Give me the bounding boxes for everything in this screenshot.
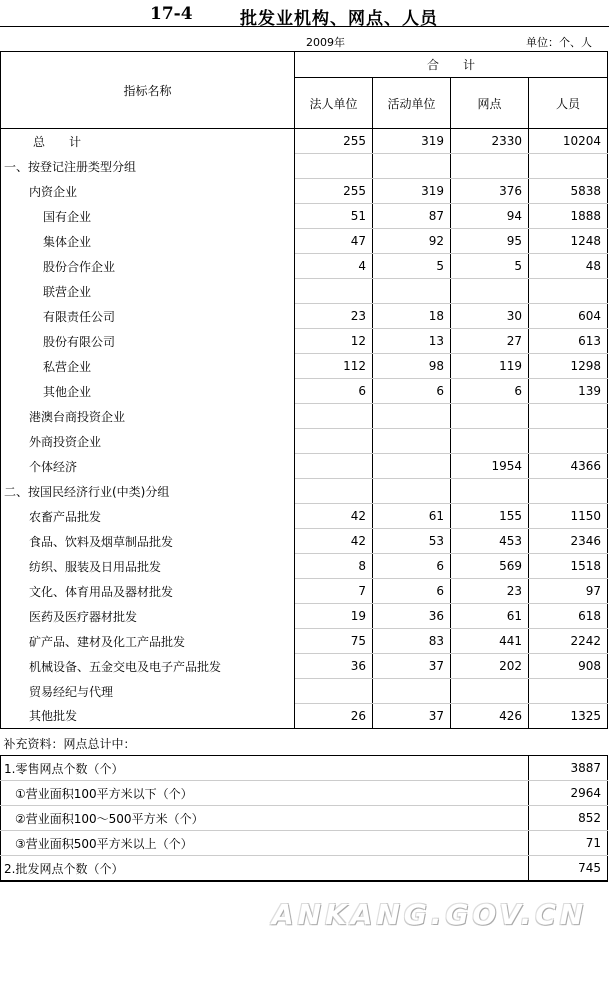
cell-value: 441 (451, 629, 529, 654)
cell-value: 98 (373, 354, 451, 379)
row-label: 其他批发 (1, 704, 295, 729)
supplement-row (1, 781, 608, 806)
row-label: 其他企业 (1, 379, 295, 404)
supplement-value: 745 (529, 856, 608, 882)
cell-value (373, 679, 451, 704)
cell-value (373, 454, 451, 479)
cell-value (373, 429, 451, 454)
cell-value: 30 (451, 304, 529, 329)
cell-value: 13 (373, 329, 451, 354)
indicator-header: 指标名称 (1, 52, 295, 129)
cell-value: 908 (529, 654, 608, 679)
supplement-value: 71 (529, 831, 608, 856)
supplement-title: 补充资料：网点总计中： (1, 731, 608, 756)
cell-value: 75 (295, 629, 373, 654)
cell-value: 87 (373, 204, 451, 229)
header-row-1 (1, 52, 608, 78)
cell-value: 376 (451, 179, 529, 204)
cell-value (373, 479, 451, 504)
row-label: 股份合作企业 (1, 254, 295, 279)
cell-value: 47 (295, 229, 373, 254)
cell-value: 569 (451, 554, 529, 579)
cell-value: 18 (373, 304, 451, 329)
cell-value: 453 (451, 529, 529, 554)
cell-value: 6 (295, 379, 373, 404)
row-label: 有限责任公司 (1, 304, 295, 329)
row-label: 医药及医疗器材批发 (1, 604, 295, 629)
row-label: 私营企业 (1, 354, 295, 379)
cell-value: 26 (295, 704, 373, 729)
table-row (1, 254, 608, 279)
row-label: 港澳台商投资企业 (1, 404, 295, 429)
cell-value: 92 (373, 229, 451, 254)
table-row (1, 454, 608, 479)
cell-value: 61 (373, 504, 451, 529)
cell-value: 6 (373, 554, 451, 579)
row-label: 矿产品、建材及化工产品批发 (1, 629, 295, 654)
cell-value: 618 (529, 604, 608, 629)
statistics-table (0, 51, 608, 729)
cell-value: 5838 (529, 179, 608, 204)
supplement-value: 2964 (529, 781, 608, 806)
cell-value (295, 479, 373, 504)
cell-value: 139 (529, 379, 608, 404)
cell-value (373, 279, 451, 304)
cell-value: 8 (295, 554, 373, 579)
table-number: 17-4 (150, 4, 193, 24)
table-row (1, 579, 608, 604)
cell-value: 27 (451, 329, 529, 354)
cell-value: 97 (529, 579, 608, 604)
table-title-text: 批发业机构、网点、人员 (240, 9, 438, 29)
table-row (1, 479, 608, 504)
row-label: 一、按登记注册类型分组 (1, 154, 295, 179)
col-header-persons: 人员 (529, 78, 608, 129)
table-row (1, 679, 608, 704)
cell-value (373, 154, 451, 179)
total-group-header: 合 计 (295, 52, 608, 78)
cell-value (451, 279, 529, 304)
cell-value: 2242 (529, 629, 608, 654)
unit-label: 单位：个、人 (526, 36, 592, 49)
table-row (1, 554, 608, 579)
year-label: 2009年 (306, 36, 345, 49)
supplement-row (1, 831, 608, 856)
table-row (1, 404, 608, 429)
table-row (1, 704, 608, 729)
cell-value: 83 (373, 629, 451, 654)
cell-value: 7 (295, 579, 373, 604)
cell-value: 42 (295, 504, 373, 529)
table-row (1, 379, 608, 404)
cell-value: 61 (451, 604, 529, 629)
table-row (1, 304, 608, 329)
cell-value: 37 (373, 704, 451, 729)
supplement-body (1, 756, 608, 882)
cell-value: 255 (295, 179, 373, 204)
cell-value: 4366 (529, 454, 608, 479)
col-header-outlets: 网点 (451, 78, 529, 129)
cell-value (295, 154, 373, 179)
cell-value: 426 (451, 704, 529, 729)
table-row (1, 329, 608, 354)
cell-value (295, 404, 373, 429)
table-row (1, 129, 608, 154)
cell-value: 202 (451, 654, 529, 679)
row-label: 国有企业 (1, 204, 295, 229)
cell-value: 48 (529, 254, 608, 279)
cell-value: 23 (295, 304, 373, 329)
supplement-table (0, 731, 608, 882)
table-title (0, 4, 609, 29)
cell-value (451, 479, 529, 504)
row-label: 股份有限公司 (1, 329, 295, 354)
table-row (1, 604, 608, 629)
cell-value: 112 (295, 354, 373, 379)
cell-value (529, 404, 608, 429)
cell-value (295, 429, 373, 454)
supplement-title-row (1, 731, 608, 756)
supplement-label: 1.零售网点个数（个） (1, 756, 529, 781)
cell-value: 53 (373, 529, 451, 554)
cell-value (451, 429, 529, 454)
cell-value (451, 404, 529, 429)
supplement-label: ①营业面积100平方米以下（个） (1, 781, 529, 806)
supplement-row (1, 856, 608, 882)
table-row (1, 279, 608, 304)
cell-value: 1298 (529, 354, 608, 379)
cell-value (295, 679, 373, 704)
watermark: ANKANG.GOV.CN (272, 898, 588, 931)
cell-value: 37 (373, 654, 451, 679)
cell-value: 6 (373, 579, 451, 604)
supplement-row (1, 756, 608, 781)
table-row (1, 229, 608, 254)
cell-value: 119 (451, 354, 529, 379)
row-label: 文化、体育用品及器材批发 (1, 579, 295, 604)
cell-value: 19 (295, 604, 373, 629)
cell-value: 6 (373, 379, 451, 404)
cell-value: 5 (373, 254, 451, 279)
cell-value: 1248 (529, 229, 608, 254)
cell-value (529, 679, 608, 704)
supplement-row (1, 806, 608, 831)
row-label: 农畜产品批发 (1, 504, 295, 529)
cell-value (529, 429, 608, 454)
row-label: 集体企业 (1, 229, 295, 254)
table-row (1, 629, 608, 654)
cell-value: 36 (295, 654, 373, 679)
supplement-value: 3887 (529, 756, 608, 781)
cell-value (529, 279, 608, 304)
cell-value: 1888 (529, 204, 608, 229)
cell-value: 319 (373, 179, 451, 204)
cell-value: 1150 (529, 504, 608, 529)
table-row (1, 504, 608, 529)
cell-value: 319 (373, 129, 451, 154)
table-subheader (0, 26, 609, 52)
cell-value: 12 (295, 329, 373, 354)
cell-value (451, 679, 529, 704)
table-row (1, 529, 608, 554)
row-label: 食品、饮料及烟草制品批发 (1, 529, 295, 554)
cell-value (451, 154, 529, 179)
cell-value (295, 454, 373, 479)
supplement-label: ②营业面积100～500平方米（个） (1, 806, 529, 831)
table-body (1, 129, 608, 729)
table-row (1, 204, 608, 229)
cell-value: 1954 (451, 454, 529, 479)
row-label: 联营企业 (1, 279, 295, 304)
cell-value: 51 (295, 204, 373, 229)
cell-value: 1325 (529, 704, 608, 729)
cell-value: 94 (451, 204, 529, 229)
col-header-legal-units: 法人单位 (295, 78, 373, 129)
cell-value (373, 404, 451, 429)
table-row (1, 154, 608, 179)
row-label: 贸易经纪与代理 (1, 679, 295, 704)
cell-value: 604 (529, 304, 608, 329)
table-row (1, 654, 608, 679)
row-label: 纺织、服装及日用品批发 (1, 554, 295, 579)
cell-value: 23 (451, 579, 529, 604)
cell-value: 42 (295, 529, 373, 554)
cell-value (529, 154, 608, 179)
supplement-label: ③营业面积500平方米以上（个） (1, 831, 529, 856)
cell-value: 10204 (529, 129, 608, 154)
cell-value: 95 (451, 229, 529, 254)
cell-value: 5 (451, 254, 529, 279)
table-row (1, 429, 608, 454)
row-label: 内资企业 (1, 179, 295, 204)
cell-value (529, 479, 608, 504)
cell-value: 613 (529, 329, 608, 354)
cell-value: 4 (295, 254, 373, 279)
table-row (1, 354, 608, 379)
cell-value: 1518 (529, 554, 608, 579)
cell-value: 155 (451, 504, 529, 529)
cell-value: 36 (373, 604, 451, 629)
row-label: 机械设备、五金交电及电子产品批发 (1, 654, 295, 679)
row-label: 二、按国民经济行业(中类)分组 (1, 479, 295, 504)
supplement-value: 852 (529, 806, 608, 831)
col-header-active-units: 活动单位 (373, 78, 451, 129)
cell-value: 6 (451, 379, 529, 404)
cell-value: 2330 (451, 129, 529, 154)
row-label: 外商投资企业 (1, 429, 295, 454)
row-label: 个体经济 (1, 454, 295, 479)
supplement-label: 2.批发网点个数（个） (1, 856, 529, 882)
cell-value: 2346 (529, 529, 608, 554)
cell-value: 255 (295, 129, 373, 154)
cell-value (295, 279, 373, 304)
row-label: 总 计 (1, 129, 295, 154)
table-row (1, 179, 608, 204)
